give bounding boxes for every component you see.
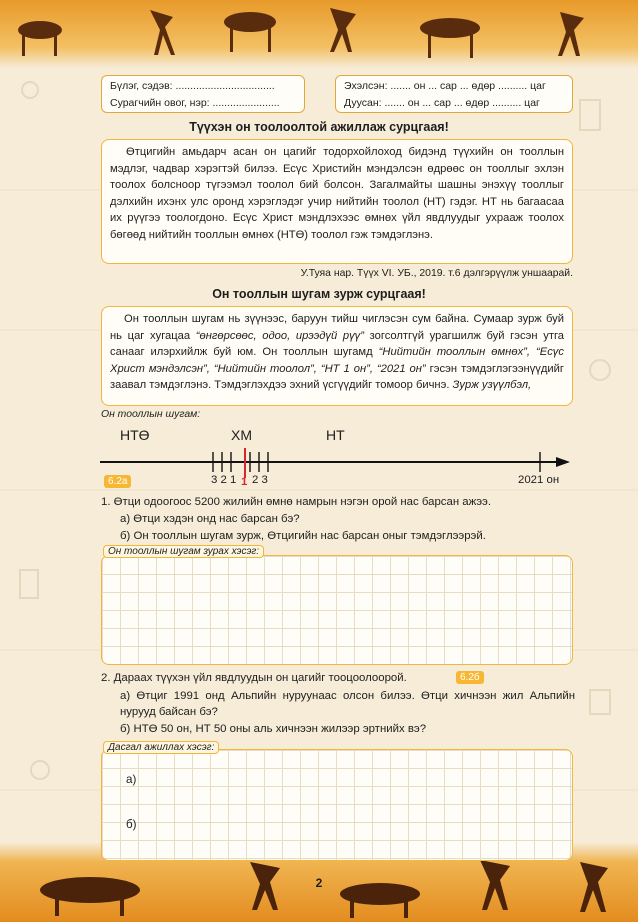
timeline-left-ticks: 3 2 1 [211,474,237,486]
source-citation: У.Туяа нар. Түүх VI. УБ., 2019. т.6 дэлгэрүүлж уншаарай. [300,268,573,279]
question2-text: 2. Дараах түүхэн үйл явдлуудын он цагийг тооцоолоорой. [101,672,407,684]
topic-field[interactable]: Бүлэг, сэдэв: .................................. [110,80,275,92]
timeline-center-tick: 1 [241,476,248,488]
timeline-tag: 6.2а [104,475,131,488]
answer-b-label: б) [126,818,137,831]
timeline-caption: Он тооллын шугам: [101,409,201,420]
question2-b: б) НТӨ 50 он, НТ 50 оны аль хичнээн жилээр эртнийх вэ? [120,723,427,735]
section1-panel [101,139,573,264]
top-rock-art [0,0,638,70]
section2-title: Он тооллын шугам зурж сурцгаая! [212,287,426,301]
student-info-box [101,75,305,113]
timeline-line [100,448,580,488]
timeline-label-ad: НТ [326,427,345,443]
question2-a: а) Өтциг 1991 онд Альпийн нуруунаас олсон билээ. Өтци хичнээн жил Альпийн нурууд байсан бэ? [120,690,575,718]
question1-b: б) Он тооллын шугам зурж, Өтцигийн нас барсан оныг тэмдэглээрэй. [120,530,486,542]
section1-text: Өтцигийн амьдарч асан он цагийг тодорхойлоход бидэнд түүхийн он тооллын мэдлэг, чадвар хэрэгтэй билээ. Есүс Христийн мэндэлсэн өдрөөс он тооллыг эхлэн тоолох болсноор түгээмэл тоолол бий болсон. Загалмайты шашны энэхүү тооллыг дэлхийн ихэнх улс оронд хэрэглэдэг учир нийтийн тоолол (НТ) гэдэг. НТ нь багаасаа их рүүгээ тоологдоно. Есүс Христ мэндлэхээс өмнөх үйл явдлуудыг ухрааж тоолох бөгөөд нийтийн тооллын өмнөх (НТӨ) тоолол гэж тэмдэглэнэ. [110,146,564,241]
student-name-field[interactable]: Сурагчийн овог, нэр: ....................... [110,97,280,109]
drawing-area-label: Он тооллын шугам зурах хэсэг: [103,545,264,558]
section2-panel [101,306,573,406]
timeline-label-center: ХМ [231,427,252,443]
timeline-label-bc: НТӨ [120,427,150,443]
question2-tag: 6.2б [456,671,484,684]
section2-text: Он тооллын шугам нь зүүнээс, баруун тийш чиглэсэн сум байна. Сумаар зурж буй нь цаг хугацаа “өнгөрсөөс, одоо, ирээдүй рүү” зогсолтгүй урагшилж буй гэсэн утга санааг илэрхийлж буй юм. Он тооллын шугамд “Нийтийн тооллын өмнөх”, “Есүс Христ мэндэлсэн”, “Нийтийн тоолол”, “НТ 1 он”, “2021 он” гэсэн тэмдэглэгээнүүдийг заавал тэмдэглэнэ. Тэмдэглэхдээ эхний үсгүүдийг томоор бичнэ. Зурж узүүлбэл, [110,313,565,392]
section1-title: Түүхэн он тоолоолтой ажиллаж сурцгаая! [189,120,449,134]
answer-a-label: а) [126,773,137,786]
end-time-field[interactable]: Дуусан: ....... он ... сар ... өдөр .......... цаг [344,97,540,109]
time-info-box [335,75,573,113]
exercise-area-label: Дасгал ажиллах хэсэг: [103,741,219,754]
question1-text: 1. Өтци одоогоос 5200 жилийн өмнө намрын нэгэн орой нас барсан ажээ. [101,496,492,508]
timeline-right-ticks: 2 3 [252,474,268,486]
timeline-end-label: 2021 он [518,474,560,486]
timeline-drawing-area[interactable] [101,555,573,665]
question1-a: а) Өтци хэдэн онд нас барсан бэ? [120,513,300,525]
exercise-area[interactable] [101,749,573,861]
start-time-field[interactable]: Эхэлсэн: ....... он ... сар ... өдөр .......... цаг [344,80,546,92]
page-number: 2 [315,876,323,890]
